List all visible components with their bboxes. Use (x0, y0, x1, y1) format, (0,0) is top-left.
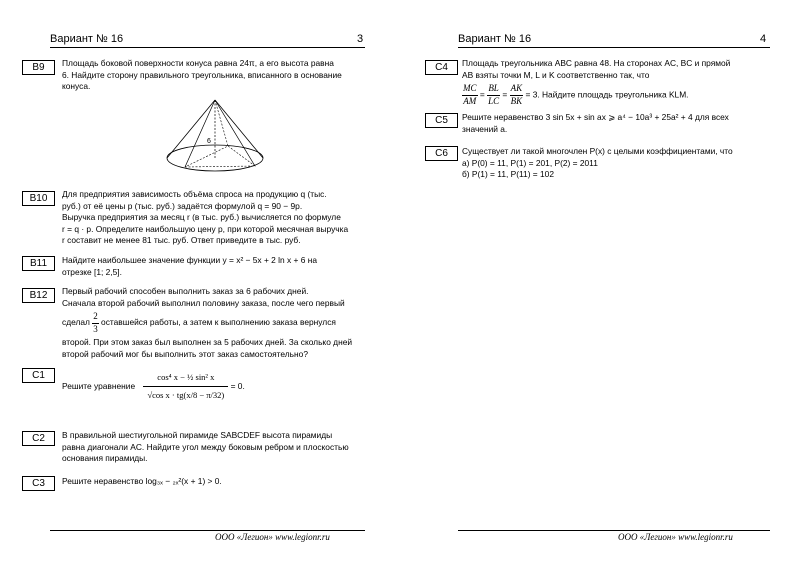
header-rule (50, 47, 365, 48)
cone-height-label: 6 (207, 138, 211, 145)
page-footer: ООО «Легион» www.legionr.ru (618, 532, 733, 542)
problem-label-b12: B12 (22, 288, 55, 303)
problem-c1-text: Решите уравнение $\frac{\text{cos⁴ x − ½ sin² x}}{\text{√cos x · tg(x/8 − π/32)}}$ = 0. (62, 366, 364, 407)
page-footer: ООО «Легион» www.legionr.ru (215, 532, 330, 542)
fraction-mc-am: $\frac{MC}{AM}$ (463, 83, 477, 106)
problem-c2-text: В правильной шестиугольной пирамиде SABCDEF высота пирамиды равна диагонали AC. Найдите угол между боковым ребром и плоскостью основания пирамиды. (62, 430, 349, 463)
fraction-two-thirds: $\frac{2}{3}$ (93, 311, 98, 334)
header-rule (458, 47, 770, 48)
footer-rule (50, 530, 365, 531)
problem-label-c5: C5 (425, 113, 458, 128)
problem-label-b9: B9 (22, 60, 55, 75)
c1-equation-fraction: $\frac{\text{cos⁴ x − ½ sin² x}}{\text{√cos x · tg(x/8 − π/32)}}$ (143, 366, 228, 407)
problem-label-b11: B11 (22, 256, 55, 271)
problem-label-c1: C1 (22, 368, 55, 383)
cone-figure (155, 98, 275, 178)
problem-label-b10: B10 (22, 191, 55, 206)
fraction-ak-bk: $\frac{AK}{BK}$ (510, 83, 523, 106)
problem-label-c3: C3 (22, 476, 55, 491)
problem-b9-text: Площадь боковой поверхности конуса равна 24π, а его высота равна 6. Найдите сторону правильного треугольника, вписанного в основание конуса. (62, 58, 342, 91)
problem-b10-text: Для предприятия зависимость объёма спроса на продукцию q (тыс. руб.) от её цены p (тыс. руб.) задаётся формулой q = 90 − 9p. Выручка предприятия за месяц r (в тыс. руб.) вычисляется по формуле r = q · p. Определите наибольшую цену p, при которой месячная выручка r составит не менее 81 тыс. руб. Ответ приведите в тыс. руб. (62, 189, 349, 245)
page-number: 4 (760, 33, 767, 45)
problem-c5-text: Решите неравенство 3 sin 5x + sin ax ⩾ a⁴ − 10a³ + 25a² + 4 для всех значений a. (462, 112, 729, 134)
problem-label-c2: C2 (22, 431, 55, 446)
page-header-title: Вариант № 16 (50, 33, 124, 45)
problem-label-c4: C4 (425, 60, 458, 75)
problem-label-c6: C6 (425, 146, 458, 161)
footer-rule (458, 530, 770, 531)
right-page (400, 0, 800, 566)
problem-c6-text: Существует ли такой многочлен P(x) с целыми коэффициентами, что а) P(0) = 11, P(1) = 201, P(2) = 2011 б) P(1) = 11, P(11) = 102 (462, 146, 733, 179)
problem-b11-text: Найдите наибольшее значение функции y = x² − 5x + 2 ln x + 6 на отрезке [1; 2,5]. (62, 255, 317, 277)
page-header-title: Вариант № 16 (458, 33, 532, 45)
problem-c4-text: Площадь треугольника ABC равна 48. На сторонах AC, BC и прямой AB взяты точки M, L и K соответственно так, что $\frac{MC}{AM}$ = $\frac{BL}{LC}$ = $\frac{AK}{BK}$ = 3. Найдите площадь треугольника KLM. (462, 58, 731, 106)
problem-b12-text: Первый рабочий способен выполнить заказ за 6 рабочих дней. Сначала второй рабочий выполнил половину заказа, после чего первый сделал $\frac{2}{3}$ оставшейся работы, а затем к выполнению заказа вернулся второй. При этом заказ был выполнен за 5 рабочих дней. За сколько дней второй рабочий мог бы выполнить этот заказ самостоятельно? (62, 286, 353, 359)
fraction-bl-lc: $\frac{BL}{LC}$ (488, 83, 500, 106)
page-number: 3 (357, 33, 364, 45)
problem-c3-text: Решите неравенство log₃ₓ − ₂ₓ²(x + 1) > 0. (62, 476, 222, 486)
